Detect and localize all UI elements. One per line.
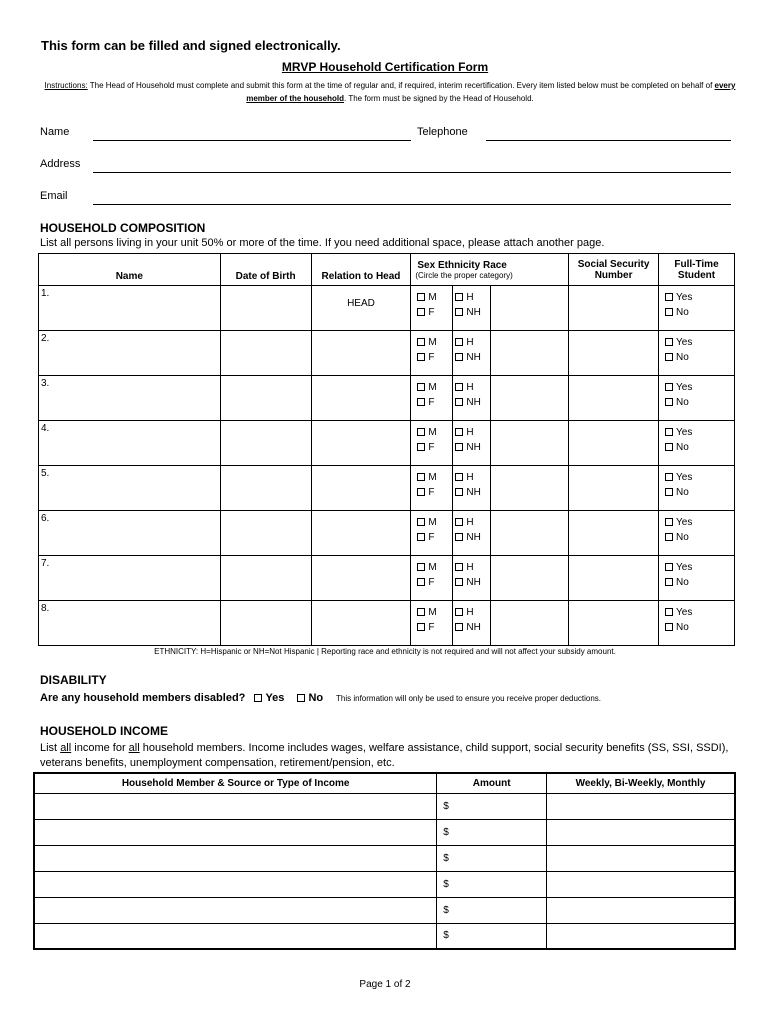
sex-option-label: M — [428, 382, 437, 393]
race-cell[interactable] — [491, 601, 569, 646]
student-checkbox[interactable] — [665, 308, 673, 316]
ethnicity-option-label: H — [466, 562, 474, 573]
composition-subtext: List all persons living in your unit 50% or more of the time. If you need additional space, please attach another page. — [40, 237, 605, 249]
row-number: 1. — [41, 288, 50, 299]
sex-option-label: F — [428, 442, 435, 453]
ethnicity-option-label: H — [466, 472, 474, 483]
ethnicity-checkbox[interactable] — [455, 353, 463, 361]
income-amount-cell[interactable] — [437, 819, 547, 845]
household-composition-table — [38, 253, 735, 646]
sex-cell — [411, 421, 453, 466]
sex-checkbox[interactable] — [417, 518, 425, 526]
ssn-cell[interactable] — [569, 511, 659, 556]
currency-symbol: $ — [443, 826, 449, 838]
income-all-2: all — [128, 742, 140, 754]
sex-option-label: F — [428, 577, 435, 588]
sex-option-label: F — [428, 487, 435, 498]
race-cell[interactable] — [491, 331, 569, 376]
composition-row — [39, 556, 735, 601]
ssn-cell[interactable] — [569, 421, 659, 466]
sex-checkbox[interactable] — [417, 578, 425, 586]
sex-option-label: F — [428, 352, 435, 363]
row-number: 4. — [41, 423, 50, 434]
dob-cell[interactable] — [220, 511, 311, 556]
student-option-label: Yes — [676, 517, 693, 528]
name-label: Name — [40, 126, 70, 138]
race-cell[interactable] — [491, 376, 569, 421]
student-checkbox[interactable] — [665, 473, 673, 481]
income-frequency-cell[interactable] — [547, 897, 735, 923]
ethnicity-option-label: NH — [466, 397, 481, 408]
student-cell — [659, 466, 735, 511]
member-name-cell[interactable] — [39, 421, 221, 466]
sex-checkbox[interactable] — [417, 473, 425, 481]
ssn-cell[interactable] — [569, 376, 659, 421]
relation-cell[interactable] — [311, 331, 411, 376]
income-amount-cell[interactable] — [437, 871, 547, 897]
sex-option-label: F — [428, 622, 435, 633]
sex-checkbox[interactable] — [417, 398, 425, 406]
ethnicity-cell — [453, 601, 491, 646]
address-field[interactable] — [93, 172, 731, 173]
sex-checkbox[interactable] — [417, 308, 425, 316]
disability-no-checkbox[interactable] — [297, 694, 305, 702]
sex-cell — [411, 286, 453, 331]
row-number: 6. — [41, 513, 50, 524]
sex-checkbox[interactable] — [417, 338, 425, 346]
relation-cell[interactable] — [311, 286, 411, 331]
student-checkbox[interactable] — [665, 533, 673, 541]
income-member-cell[interactable] — [34, 845, 437, 871]
student-checkbox[interactable] — [665, 443, 673, 451]
income-frequency-cell[interactable] — [547, 923, 735, 949]
ethnicity-checkbox[interactable] — [455, 383, 463, 391]
household-income-table — [33, 772, 736, 950]
student-cell — [659, 556, 735, 601]
ethnicity-checkbox[interactable] — [455, 398, 463, 406]
electronic-notice: This form can be filled and signed electronically. — [41, 38, 341, 53]
student-checkbox[interactable] — [665, 383, 673, 391]
student-option-label: No — [676, 487, 689, 498]
dob-cell[interactable] — [220, 421, 311, 466]
income-amount-cell[interactable] — [437, 845, 547, 871]
member-name-cell[interactable] — [39, 376, 221, 421]
composition-row — [39, 601, 735, 646]
sex-checkbox[interactable] — [417, 293, 425, 301]
row-number: 7. — [41, 558, 50, 569]
composition-row — [39, 511, 735, 556]
member-name-cell[interactable] — [39, 331, 221, 376]
email-label: Email — [40, 190, 68, 202]
student-cell — [659, 376, 735, 421]
ssn-cell[interactable] — [569, 331, 659, 376]
composition-heading: HOUSEHOLD COMPOSITION — [40, 221, 206, 235]
race-cell[interactable] — [491, 556, 569, 601]
sex-option-label: M — [428, 292, 437, 303]
disability-question: Are any household members disabled? — [40, 692, 246, 704]
sex-cell — [411, 601, 453, 646]
col-header-name: Name — [39, 254, 221, 286]
sex-option-label: M — [428, 472, 437, 483]
student-option-label: Yes — [676, 427, 693, 438]
sex-cell — [411, 376, 453, 421]
ethnicity-cell — [453, 511, 491, 556]
student-option-label: No — [676, 397, 689, 408]
student-option-label: No — [676, 442, 689, 453]
sex-cell — [411, 466, 453, 511]
income-text-c: household members. Income includes wages, welfare assistance, child support, social security benefits (SS, SSI, SSDI), veterans benefits, unemployment compensation, retirement/pension, etc. — [40, 742, 729, 769]
student-cell — [659, 421, 735, 466]
income-text-b: income for — [71, 742, 129, 754]
composition-row — [39, 331, 735, 376]
income-member-cell[interactable] — [34, 897, 437, 923]
dob-cell[interactable] — [220, 466, 311, 511]
income-row — [34, 845, 735, 871]
student-checkbox[interactable] — [665, 398, 673, 406]
income-member-cell[interactable] — [34, 793, 437, 819]
student-cell — [659, 601, 735, 646]
ethnicity-option-label: H — [466, 427, 474, 438]
sex-option-label: F — [428, 307, 435, 318]
ethnicity-checkbox[interactable] — [455, 338, 463, 346]
telephone-label: Telephone — [417, 126, 468, 138]
sex-option-label: M — [428, 337, 437, 348]
income-frequency-cell[interactable] — [547, 793, 735, 819]
income-amount-cell[interactable] — [437, 897, 547, 923]
disability-question-row — [40, 692, 323, 704]
row-number: 3. — [41, 378, 50, 389]
disability-no-label: No — [308, 692, 324, 704]
ethnicity-checkbox[interactable] — [455, 428, 463, 436]
ethnicity-checkbox[interactable] — [455, 533, 463, 541]
sex-cell — [411, 511, 453, 556]
race-cell[interactable] — [491, 466, 569, 511]
row-number: 5. — [41, 468, 50, 479]
income-frequency-cell[interactable] — [547, 871, 735, 897]
ssn-cell[interactable] — [569, 286, 659, 331]
student-option-label: No — [676, 352, 689, 363]
student-option-label: No — [676, 622, 689, 633]
dob-cell[interactable] — [220, 376, 311, 421]
member-name-cell[interactable] — [39, 511, 221, 556]
currency-symbol: $ — [443, 904, 449, 916]
sex-checkbox[interactable] — [417, 353, 425, 361]
ethnicity-cell — [453, 376, 491, 421]
ethnicity-option-label: NH — [466, 487, 481, 498]
ssn-cell[interactable] — [569, 466, 659, 511]
ethnicity-checkbox[interactable] — [455, 623, 463, 631]
ethnicity-cell — [453, 331, 491, 376]
student-option-label: Yes — [676, 337, 693, 348]
student-checkbox[interactable] — [665, 488, 673, 496]
race-cell[interactable] — [491, 421, 569, 466]
member-name-cell[interactable] — [39, 286, 221, 331]
page-number: Page 1 of 2 — [359, 979, 411, 990]
ethnicity-option-label: H — [466, 607, 474, 618]
relation-cell[interactable] — [311, 376, 411, 421]
composition-row — [39, 466, 735, 511]
disability-yes-checkbox[interactable] — [254, 694, 262, 702]
student-checkbox[interactable] — [665, 428, 673, 436]
sex-option-label: F — [428, 532, 435, 543]
ethnicity-cell — [453, 556, 491, 601]
col-header-dob: Date of Birth — [220, 254, 311, 286]
student-option-label: No — [676, 532, 689, 543]
ethnicity-checkbox[interactable] — [455, 608, 463, 616]
income-row — [34, 871, 735, 897]
student-checkbox[interactable] — [665, 623, 673, 631]
disability-yes-label: Yes — [265, 692, 285, 704]
circle-category-note: (Circle the proper category) — [415, 270, 513, 280]
dob-cell[interactable] — [220, 556, 311, 601]
ethnicity-checkbox[interactable] — [455, 293, 463, 301]
income-row — [34, 897, 735, 923]
income-amount-cell[interactable] — [437, 793, 547, 819]
composition-row — [39, 286, 735, 331]
ethnicity-option-label: H — [466, 337, 474, 348]
ssn-cell[interactable] — [569, 556, 659, 601]
col-header-student: Full-Time Student — [659, 254, 735, 286]
sex-checkbox[interactable] — [417, 428, 425, 436]
student-cell — [659, 286, 735, 331]
ethnicity-option-label: NH — [466, 622, 481, 633]
ethnicity-option-label: NH — [466, 307, 481, 318]
student-checkbox[interactable] — [665, 518, 673, 526]
sex-cell — [411, 556, 453, 601]
ethnicity-cell — [453, 466, 491, 511]
col-header-ssn: Social Security Number — [569, 254, 659, 286]
sex-checkbox[interactable] — [417, 443, 425, 451]
sex-option-label: M — [428, 517, 437, 528]
income-col-amount: Amount — [437, 773, 547, 793]
relation-cell[interactable] — [311, 466, 411, 511]
sex-option-label: F — [428, 397, 435, 408]
income-frequency-cell[interactable] — [547, 819, 735, 845]
composition-row — [39, 376, 735, 421]
ethnicity-option-label: NH — [466, 532, 481, 543]
col-header-sex-ethnicity-race — [411, 254, 569, 286]
address-label: Address — [40, 158, 81, 170]
income-all-1: all — [60, 742, 72, 754]
income-member-cell[interactable] — [34, 819, 437, 845]
ethnicity-cell — [453, 286, 491, 331]
sex-checkbox[interactable] — [417, 563, 425, 571]
race-cell[interactable] — [491, 286, 569, 331]
instructions-text-b: . The form must be signed by the Head of Household. — [344, 94, 534, 103]
currency-symbol: $ — [443, 878, 449, 890]
disability-note: This information will only be used to ensure you receive proper deductions. — [336, 694, 602, 703]
student-cell — [659, 511, 735, 556]
col-header-relation: Relation to Head — [311, 254, 411, 286]
telephone-field[interactable] — [486, 140, 731, 141]
ethnicity-option-label: NH — [466, 577, 481, 588]
sex-eth-race-label: Sex Ethnicity Race — [417, 259, 507, 271]
ethnicity-checkbox[interactable] — [455, 563, 463, 571]
income-frequency-cell[interactable] — [547, 845, 735, 871]
relation-cell[interactable] — [311, 511, 411, 556]
member-name-cell[interactable] — [39, 601, 221, 646]
row-number: 8. — [41, 603, 50, 614]
income-instructions — [40, 741, 740, 771]
student-option-label: No — [676, 577, 689, 588]
income-row — [34, 819, 735, 845]
student-option-label: Yes — [676, 472, 693, 483]
form-title: MRVP Household Certification Form — [281, 60, 489, 74]
instructions — [40, 79, 740, 105]
sex-option-label: M — [428, 427, 437, 438]
composition-row — [39, 421, 735, 466]
income-heading: HOUSEHOLD INCOME — [40, 724, 169, 738]
dob-cell[interactable] — [220, 601, 311, 646]
ethnicity-checkbox[interactable] — [455, 443, 463, 451]
disability-heading: DISABILITY — [40, 673, 107, 687]
dob-cell[interactable] — [220, 286, 311, 331]
student-option-label: Yes — [676, 382, 693, 393]
ethnicity-option-label: H — [466, 517, 474, 528]
instructions-label: Instructions: — [44, 81, 88, 90]
sex-cell — [411, 331, 453, 376]
row-number: 2. — [41, 333, 50, 344]
instructions-text-a: The Head of Household must complete and submit this form at the time of regular and, if required, interim recertification. Every item listed below must be completed on behalf of — [87, 81, 715, 90]
ssn-cell[interactable] — [569, 601, 659, 646]
name-field[interactable] — [93, 140, 411, 141]
income-col-member: Household Member & Source or Type of Income — [34, 773, 437, 793]
sex-checkbox[interactable] — [417, 488, 425, 496]
income-amount-cell[interactable] — [437, 923, 547, 949]
student-option-label: No — [676, 307, 689, 318]
sex-checkbox[interactable] — [417, 383, 425, 391]
student-checkbox[interactable] — [665, 353, 673, 361]
email-field[interactable] — [93, 204, 731, 205]
student-option-label: Yes — [676, 292, 693, 303]
relation-cell[interactable] — [311, 556, 411, 601]
income-col-frequency: Weekly, Bi-Weekly, Monthly — [547, 773, 735, 793]
income-text-a: List — [40, 742, 61, 754]
ethnicity-checkbox[interactable] — [455, 578, 463, 586]
sex-option-label: M — [428, 562, 437, 573]
relation-value: HEAD — [347, 298, 375, 309]
currency-symbol: $ — [443, 930, 449, 942]
relation-cell[interactable] — [311, 421, 411, 466]
instructions-emphasis: every member of the household — [246, 81, 736, 103]
student-option-label: Yes — [676, 607, 693, 618]
ethnicity-checkbox[interactable] — [455, 488, 463, 496]
sex-checkbox[interactable] — [417, 623, 425, 631]
income-member-cell[interactable] — [34, 871, 437, 897]
student-checkbox[interactable] — [665, 563, 673, 571]
ethnicity-checkbox[interactable] — [455, 518, 463, 526]
ethnicity-cell — [453, 421, 491, 466]
ethnicity-note: ETHNICITY: H=Hispanic or NH=Not Hispanic | Reporting race and ethnicity is not required and will not affect your subsidy amount. — [154, 647, 616, 656]
sex-checkbox[interactable] — [417, 533, 425, 541]
relation-cell[interactable] — [311, 601, 411, 646]
student-checkbox[interactable] — [665, 338, 673, 346]
currency-symbol: $ — [443, 852, 449, 864]
ethnicity-checkbox[interactable] — [455, 473, 463, 481]
race-cell[interactable] — [491, 511, 569, 556]
member-name-cell[interactable] — [39, 466, 221, 511]
dob-cell[interactable] — [220, 331, 311, 376]
student-checkbox[interactable] — [665, 608, 673, 616]
ethnicity-option-label: H — [466, 382, 474, 393]
sex-option-label: M — [428, 607, 437, 618]
income-row — [34, 793, 735, 819]
student-cell — [659, 331, 735, 376]
currency-symbol: $ — [443, 800, 449, 812]
sex-checkbox[interactable] — [417, 608, 425, 616]
ethnicity-checkbox[interactable] — [455, 308, 463, 316]
student-checkbox[interactable] — [665, 293, 673, 301]
student-checkbox[interactable] — [665, 578, 673, 586]
member-name-cell[interactable] — [39, 556, 221, 601]
income-member-cell[interactable] — [34, 923, 437, 949]
ethnicity-option-label: NH — [466, 442, 481, 453]
ethnicity-option-label: NH — [466, 352, 481, 363]
ethnicity-option-label: H — [466, 292, 474, 303]
income-row — [34, 923, 735, 949]
student-option-label: Yes — [676, 562, 693, 573]
